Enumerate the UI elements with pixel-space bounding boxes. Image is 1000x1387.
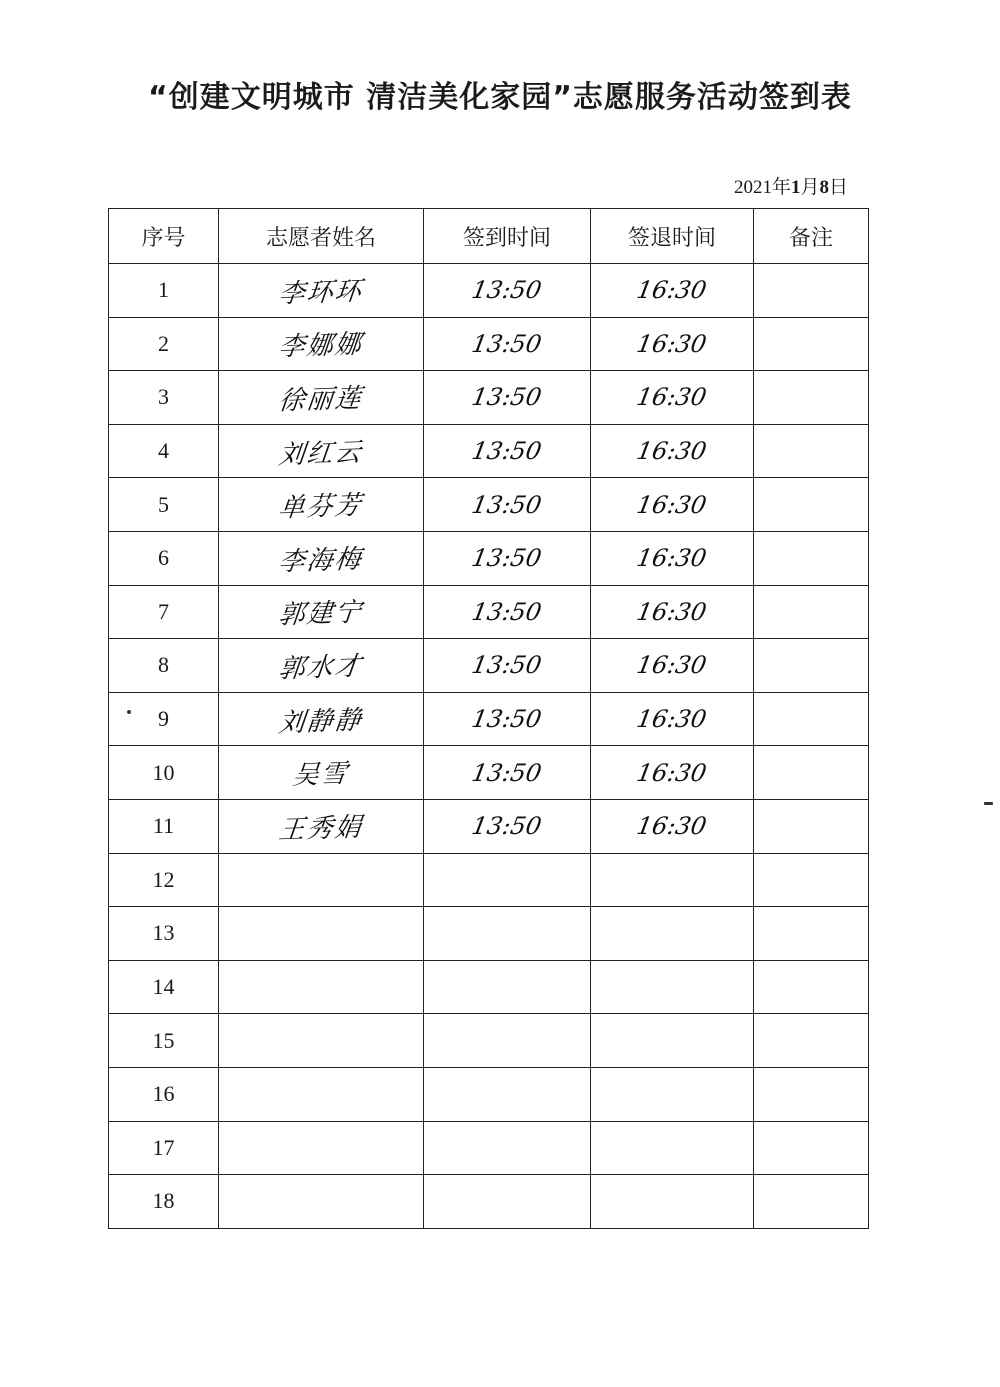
row-sign-in-time: 13:50	[469, 276, 545, 305]
row-sign-in-time-cell	[424, 1121, 591, 1175]
row-volunteer-name: 李环环	[277, 276, 365, 310]
row-serial-cell: 16	[109, 1067, 219, 1121]
date-year: 2021	[733, 177, 772, 198]
row-remark-cell	[754, 424, 869, 478]
row-remark-cell	[754, 960, 869, 1014]
row-volunteer-name: 郭建宁	[277, 597, 365, 631]
row-sign-out-time: 16:30	[634, 329, 710, 358]
row-sign-out-time-cell	[591, 692, 754, 746]
row-sign-out-time-cell	[591, 317, 754, 371]
row-remark-cell	[754, 317, 869, 371]
row-volunteer-name: 单芬芳	[277, 490, 365, 524]
row-sign-out-time-cell	[591, 1014, 754, 1068]
row-volunteer-name-cell	[219, 1121, 424, 1175]
row-serial-cell: 9	[109, 692, 219, 746]
row-sign-in-time: 13:50	[469, 597, 545, 626]
row-sign-in-time-cell	[424, 478, 591, 532]
row-remark-cell	[754, 531, 869, 585]
row-sign-in-time: 13:50	[469, 651, 545, 680]
row-sign-out-time-cell	[591, 960, 754, 1014]
table-row	[109, 692, 869, 746]
scan-speck	[984, 802, 993, 805]
date-month: 1	[790, 177, 801, 198]
row-volunteer-name-cell	[219, 907, 424, 961]
row-sign-in-time-cell	[424, 264, 591, 318]
row-sign-in-time: 13:50	[469, 437, 545, 466]
table-row	[109, 478, 869, 532]
row-serial-cell: 11	[109, 799, 219, 853]
row-remark-cell	[754, 585, 869, 639]
row-volunteer-name-cell	[219, 960, 424, 1014]
header-serial: 序号	[109, 209, 219, 264]
row-sign-in-time-cell	[424, 424, 591, 478]
row-serial-cell: 1	[109, 264, 219, 318]
row-sign-out-time-cell	[591, 799, 754, 853]
row-volunteer-name-cell	[219, 692, 424, 746]
row-remark-cell	[754, 1121, 869, 1175]
row-sign-in-time-cell	[424, 746, 591, 800]
row-volunteer-name-cell	[219, 1067, 424, 1121]
table-row	[109, 1121, 869, 1175]
table-row	[109, 746, 869, 800]
row-sign-out-time: 16:30	[634, 705, 710, 734]
row-volunteer-name-cell	[219, 1014, 424, 1068]
row-sign-in-time-cell	[424, 907, 591, 961]
header-remarks: 备注	[754, 209, 869, 264]
row-serial-cell: 17	[109, 1121, 219, 1175]
row-serial-cell: 13	[109, 907, 219, 961]
row-volunteer-name: 吴雪	[291, 759, 351, 792]
date-month-char: 月	[800, 177, 820, 198]
row-volunteer-name-cell	[219, 478, 424, 532]
row-volunteer-name: 刘静静	[277, 705, 365, 739]
row-sign-in-time-cell	[424, 371, 591, 425]
row-remark-cell	[754, 907, 869, 961]
row-serial-cell: 12	[109, 853, 219, 907]
row-remark-cell	[754, 371, 869, 425]
row-volunteer-name: 李海梅	[277, 544, 365, 578]
row-volunteer-name-cell	[219, 853, 424, 907]
table-row	[109, 1175, 869, 1229]
row-sign-out-time-cell	[591, 907, 754, 961]
row-sign-in-time-cell	[424, 531, 591, 585]
row-volunteer-name-cell	[219, 746, 424, 800]
row-serial-cell: 5	[109, 478, 219, 532]
row-sign-in-time: 13:50	[469, 758, 545, 787]
row-sign-out-time: 16:30	[634, 812, 710, 841]
table-body	[109, 264, 869, 1229]
date-day: 8	[819, 177, 829, 198]
row-serial-cell: 8	[109, 639, 219, 693]
row-remark-cell	[754, 746, 869, 800]
row-serial-cell: 3	[109, 371, 219, 425]
row-remark-cell	[754, 1014, 869, 1068]
row-sign-in-time-cell	[424, 1175, 591, 1229]
row-sign-in-time: 13:50	[469, 383, 545, 412]
sign-date	[734, 172, 848, 199]
row-remark-cell	[754, 853, 869, 907]
row-volunteer-name-cell	[219, 639, 424, 693]
table-row	[109, 1067, 869, 1121]
row-sign-out-time-cell	[591, 1067, 754, 1121]
row-serial-cell: 18	[109, 1175, 219, 1229]
table-row	[109, 853, 869, 907]
row-remark-cell	[754, 264, 869, 318]
row-serial-cell: 7	[109, 585, 219, 639]
row-volunteer-name-cell	[219, 799, 424, 853]
header-sign-out-time: 签退时间	[591, 209, 754, 264]
row-volunteer-name: 王秀娟	[277, 812, 365, 846]
date-year-char: 年	[771, 177, 791, 198]
header-sign-in-time: 签到时间	[424, 209, 591, 264]
page-title: “创建文明城市 清洁美化家园”志愿服务活动签到表	[148, 80, 852, 115]
table-header-row	[109, 209, 869, 264]
row-remark-cell	[754, 478, 869, 532]
row-sign-out-time: 16:30	[634, 383, 710, 412]
row-sign-in-time-cell	[424, 960, 591, 1014]
row-sign-out-time: 16:30	[634, 758, 710, 787]
row-sign-in-time-cell	[424, 853, 591, 907]
row-sign-out-time-cell	[591, 371, 754, 425]
row-volunteer-name-cell	[219, 424, 424, 478]
row-sign-out-time-cell	[591, 1175, 754, 1229]
table-row	[109, 371, 869, 425]
row-sign-out-time-cell	[591, 853, 754, 907]
row-serial-cell: 14	[109, 960, 219, 1014]
row-volunteer-name: 郭水才	[277, 651, 365, 685]
row-volunteer-name-cell	[219, 1175, 424, 1229]
table-row	[109, 960, 869, 1014]
date-day-char: 日	[828, 177, 848, 198]
row-sign-in-time-cell	[424, 799, 591, 853]
row-remark-cell	[754, 1067, 869, 1121]
row-volunteer-name: 李娜娜	[277, 329, 365, 363]
row-sign-out-time: 16:30	[634, 437, 710, 466]
sign-in-table	[108, 208, 869, 1229]
row-volunteer-name-cell	[219, 531, 424, 585]
row-sign-in-time: 13:50	[469, 812, 545, 841]
table-row	[109, 424, 869, 478]
row-sign-in-time: 13:50	[469, 544, 545, 573]
row-volunteer-name: 徐丽莲	[277, 383, 365, 417]
row-sign-out-time: 16:30	[634, 544, 710, 573]
table-row	[109, 317, 869, 371]
row-sign-out-time: 16:30	[634, 651, 710, 680]
row-sign-in-time-cell	[424, 1014, 591, 1068]
row-serial-cell: 6	[109, 531, 219, 585]
row-sign-out-time: 16:30	[634, 276, 710, 305]
row-sign-in-time: 13:50	[469, 705, 545, 734]
row-sign-out-time: 16:30	[634, 597, 710, 626]
row-sign-out-time-cell	[591, 639, 754, 693]
row-serial-cell: 4	[109, 424, 219, 478]
row-sign-in-time-cell	[424, 585, 591, 639]
table-row	[109, 639, 869, 693]
row-volunteer-name-cell	[219, 264, 424, 318]
row-serial-cell: 2	[109, 317, 219, 371]
row-volunteer-name: 刘红云	[277, 437, 365, 471]
row-remark-cell	[754, 1175, 869, 1229]
row-sign-in-time-cell	[424, 317, 591, 371]
row-sign-in-time-cell	[424, 692, 591, 746]
row-sign-out-time-cell	[591, 424, 754, 478]
row-sign-out-time-cell	[591, 531, 754, 585]
row-sign-out-time: 16:30	[634, 490, 710, 519]
row-sign-in-time-cell	[424, 639, 591, 693]
table-row	[109, 799, 869, 853]
row-remark-cell	[754, 692, 869, 746]
row-remark-cell	[754, 799, 869, 853]
row-volunteer-name-cell	[219, 317, 424, 371]
row-serial-cell: 15	[109, 1014, 219, 1068]
row-sign-in-time: 13:50	[469, 490, 545, 519]
table-row	[109, 1014, 869, 1068]
row-sign-out-time-cell	[591, 1121, 754, 1175]
table-row	[109, 264, 869, 318]
table-row	[109, 907, 869, 961]
scan-speck	[127, 710, 131, 714]
row-volunteer-name-cell	[219, 371, 424, 425]
row-sign-in-time-cell	[424, 1067, 591, 1121]
row-sign-in-time: 13:50	[469, 329, 545, 358]
row-sign-out-time-cell	[591, 478, 754, 532]
table-row	[109, 585, 869, 639]
row-sign-out-time-cell	[591, 585, 754, 639]
table-row	[109, 531, 869, 585]
row-sign-out-time-cell	[591, 264, 754, 318]
header-volunteer-name: 志愿者姓名	[219, 209, 424, 264]
row-sign-out-time-cell	[591, 746, 754, 800]
row-remark-cell	[754, 639, 869, 693]
row-volunteer-name-cell	[219, 585, 424, 639]
row-serial-cell: 10	[109, 746, 219, 800]
